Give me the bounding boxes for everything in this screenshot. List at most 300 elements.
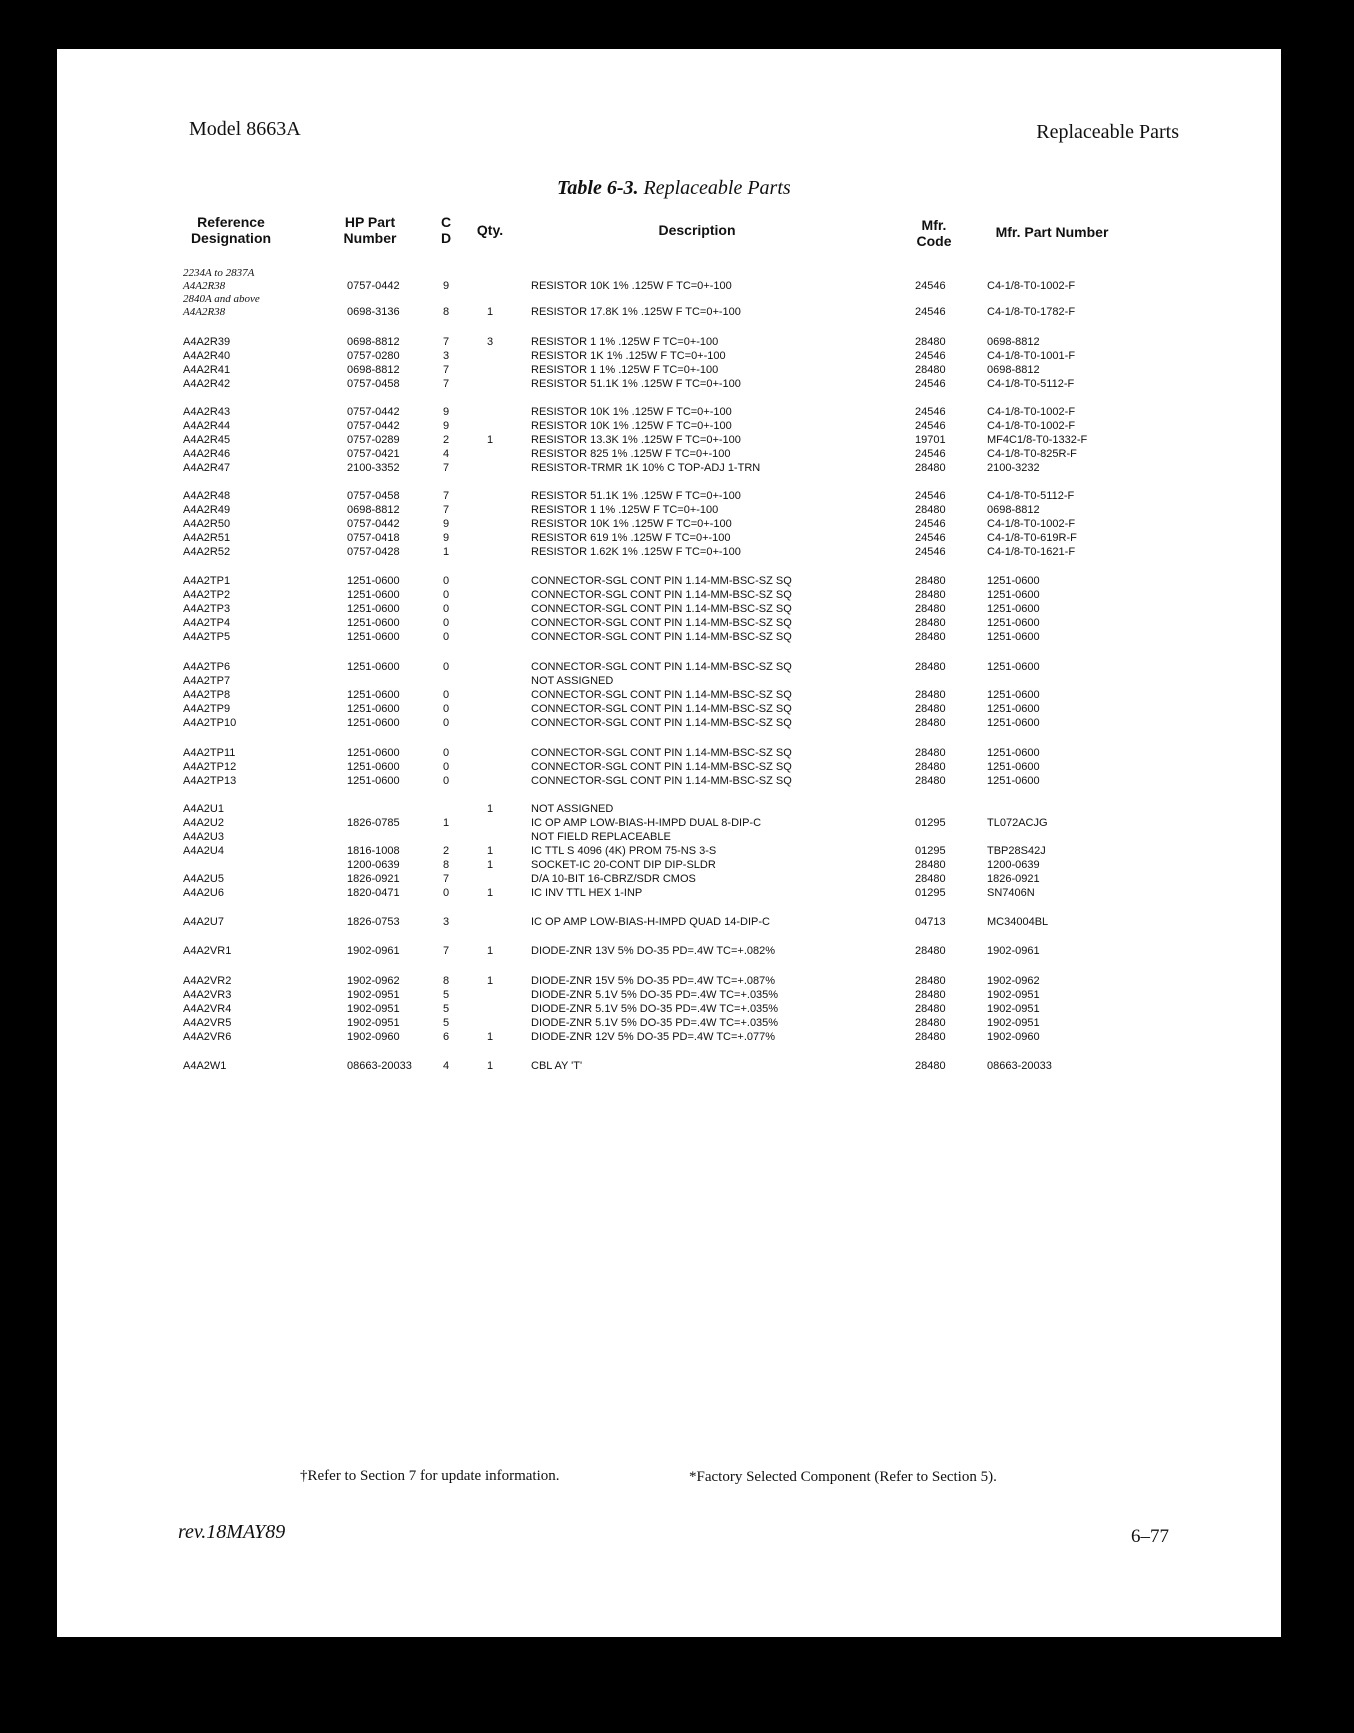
- cell-hp-part: 1251-0600: [347, 761, 400, 773]
- column-header-cd: C D: [440, 214, 452, 246]
- cell-mfr-part: C4-1/8-T0-1002-F: [987, 406, 1076, 418]
- cell-mfr-code: 28480: [915, 1031, 946, 1043]
- cell-hp-part: 1902-0961: [347, 945, 400, 957]
- cell-mfr-code: 24546: [915, 420, 946, 432]
- cell-hp-part: 1820-0471: [347, 887, 400, 899]
- cell-qty: 1: [486, 887, 494, 899]
- cell-description: RESISTOR 1K 1% .125W F TC=0+-100: [531, 350, 726, 362]
- cell-ref: A4A2VR1: [183, 945, 232, 957]
- cell-cd: 5: [442, 1017, 450, 1029]
- table-row: [57, 845, 1281, 859]
- cell-mfr-part: SN7406N: [987, 887, 1035, 899]
- cell-description: DIODE-ZNR 5.1V 5% DO-35 PD=.4W TC=+.035%: [531, 989, 779, 1001]
- cell-mfr-code: 28480: [915, 989, 946, 1001]
- revision-date: rev.18MAY89: [178, 1521, 286, 1543]
- table-row: [57, 631, 1281, 645]
- cell-mfr-code: 28480: [915, 1003, 946, 1015]
- table-row: [57, 378, 1281, 392]
- parts-table: [57, 49, 1281, 1637]
- cell-ref: A4A2U1: [183, 803, 224, 815]
- table-row: [57, 675, 1281, 689]
- cell-cd: 5: [442, 989, 450, 1001]
- cell-description: CONNECTOR-SGL CONT PIN 1.14-MM-BSC-SZ SQ: [531, 575, 792, 587]
- cell-mfr-code: 01295: [915, 887, 946, 899]
- cell-mfr-part: 1902-0951: [987, 1017, 1040, 1029]
- cell-ref: A4A2TP13: [183, 775, 237, 787]
- column-header-hp-part: HP Part Number: [343, 214, 397, 246]
- cell-hp-part: 0698-8812: [347, 336, 400, 348]
- cell-description: NOT FIELD REPLACEABLE: [531, 831, 671, 843]
- cell-mfr-code: 24546: [915, 532, 946, 544]
- cell-cd: 9: [442, 532, 450, 544]
- cell-ref: A4A2R52: [183, 546, 231, 558]
- cell-cd: 2: [442, 845, 450, 857]
- table-row: [57, 448, 1281, 462]
- cell-cd: 0: [442, 761, 450, 773]
- cell-mfr-part: C4-1/8-T0-619R-F: [987, 532, 1077, 544]
- cell-description: RESISTOR 10K 1% .125W F TC=0+-100: [531, 406, 732, 418]
- cell-cd: 0: [442, 603, 450, 615]
- cell-mfr-code: 24546: [915, 448, 946, 460]
- cell-ref: A4A2R42: [183, 378, 231, 390]
- footnote-update: †Refer to Section 7 for update information.: [300, 1468, 560, 1484]
- cell-mfr-part: 1251-0600: [987, 689, 1040, 701]
- cell-description: CONNECTOR-SGL CONT PIN 1.14-MM-BSC-SZ SQ: [531, 761, 792, 773]
- cell-description: CBL AY 'T': [531, 1060, 583, 1072]
- cell-ref: A4A2R45: [183, 434, 231, 446]
- cell-cd: 5: [442, 1003, 450, 1015]
- table-row: [57, 1060, 1281, 1074]
- cell-mfr-code: 28480: [915, 859, 946, 871]
- column-header-qty: Qty.: [476, 222, 504, 238]
- cell-mfr-code: 28480: [915, 631, 946, 643]
- cell-mfr-code: 28480: [915, 336, 946, 348]
- table-row: [57, 617, 1281, 631]
- cell-ref: A4A2R50: [183, 518, 231, 530]
- cell-ref: A4A2TP5: [183, 631, 231, 643]
- cell-mfr-part: C4-1/8-T0-1002-F: [987, 518, 1076, 530]
- cell-hp-part: 0757-0289: [347, 434, 400, 446]
- cell-description: NOT ASSIGNED: [531, 675, 614, 687]
- cell-cd: 8: [442, 975, 450, 987]
- cell-hp-part: 1251-0600: [347, 575, 400, 587]
- cell-cd: 7: [442, 336, 450, 348]
- cell-description: DIODE-ZNR 15V 5% DO-35 PD=.4W TC=+.087%: [531, 975, 776, 987]
- document-page: [57, 49, 1281, 1637]
- cell-mfr-code: 28480: [915, 575, 946, 587]
- cell-mfr-code: 24546: [915, 378, 946, 390]
- cell-mfr-part: 1251-0600: [987, 761, 1040, 773]
- cell-hp-part: 1251-0600: [347, 703, 400, 715]
- table-row: [57, 775, 1281, 789]
- cell-hp-part: 1251-0600: [347, 631, 400, 643]
- cell-mfr-part: 1251-0600: [987, 589, 1040, 601]
- cell-cd: 0: [442, 717, 450, 729]
- cell-qty: 1: [486, 845, 494, 857]
- cell-description: DIODE-ZNR 5.1V 5% DO-35 PD=.4W TC=+.035%: [531, 1017, 779, 1029]
- cell-ref: A4A2TP3: [183, 603, 231, 615]
- cell-hp-part: 08663-20033: [347, 1060, 412, 1072]
- cell-mfr-part: C4-1/8-T0-1002-F: [987, 420, 1076, 432]
- cell-ref: A4A2R39: [183, 336, 231, 348]
- cell-hp-part: 1200-0639: [347, 859, 400, 871]
- cell-hp-part: 1251-0600: [347, 747, 400, 759]
- cell-mfr-part: MF4C1/8-T0-1332-F: [987, 434, 1088, 446]
- cell-mfr-code: 24546: [915, 546, 946, 558]
- cell-cd: 3: [442, 916, 450, 928]
- table-row: [57, 831, 1281, 845]
- cell-description: DIODE-ZNR 13V 5% DO-35 PD=.4W TC=+.082%: [531, 945, 776, 957]
- cell-mfr-code: 04713: [915, 916, 946, 928]
- cell-mfr-part: 1251-0600: [987, 717, 1040, 729]
- table-row: [57, 761, 1281, 775]
- cell-mfr-code: 24546: [915, 518, 946, 530]
- cell-mfr-code: 19701: [915, 434, 946, 446]
- table-row: [57, 803, 1281, 817]
- cell-ref: 2840A and above: [183, 293, 260, 305]
- cell-cd: 0: [442, 589, 450, 601]
- table-row: [57, 747, 1281, 761]
- cell-description: IC OP AMP LOW-BIAS-H-IMPD DUAL 8-DIP-C: [531, 817, 762, 829]
- cell-mfr-part: C4-1/8-T0-1782-F: [987, 306, 1076, 318]
- cell-mfr-part: 1902-0951: [987, 1003, 1040, 1015]
- cell-ref: A4A2U6: [183, 887, 224, 899]
- cell-cd: 0: [442, 747, 450, 759]
- cell-description: NOT ASSIGNED: [531, 803, 614, 815]
- cell-ref: A4A2R41: [183, 364, 231, 376]
- cell-mfr-code: 28480: [915, 589, 946, 601]
- table-row: [57, 603, 1281, 617]
- cell-description: CONNECTOR-SGL CONT PIN 1.14-MM-BSC-SZ SQ: [531, 717, 792, 729]
- cell-mfr-part: 1200-0639: [987, 859, 1040, 871]
- cell-ref: 2234A to 2837A: [183, 267, 255, 279]
- table-row: [57, 518, 1281, 532]
- cell-ref: A4A2R46: [183, 448, 231, 460]
- cell-mfr-code: 24546: [915, 280, 946, 292]
- cell-ref: A4A2TP11: [183, 747, 236, 759]
- table-row: [57, 462, 1281, 476]
- table-row: [57, 859, 1281, 873]
- cell-ref: A4A2VR2: [183, 975, 232, 987]
- cell-hp-part: 1902-0951: [347, 989, 400, 1001]
- cell-hp-part: 0757-0418: [347, 532, 400, 544]
- cell-cd: 0: [442, 661, 450, 673]
- cell-ref: A4A2U4: [183, 845, 224, 857]
- cell-ref: A4A2VR3: [183, 989, 232, 1001]
- cell-ref: A4A2R47: [183, 462, 231, 474]
- cell-mfr-part: 0698-8812: [987, 504, 1040, 516]
- table-row: [57, 293, 1281, 307]
- cell-mfr-code: 28480: [915, 504, 946, 516]
- cell-mfr-code: 28480: [915, 1060, 946, 1072]
- table-row: [57, 490, 1281, 504]
- cell-description: CONNECTOR-SGL CONT PIN 1.14-MM-BSC-SZ SQ: [531, 603, 792, 615]
- cell-hp-part: 1251-0600: [347, 717, 400, 729]
- cell-mfr-code: 24546: [915, 306, 946, 318]
- table-row: [57, 1003, 1281, 1017]
- cell-cd: 4: [442, 1060, 450, 1072]
- table-row: [57, 532, 1281, 546]
- cell-cd: 7: [442, 490, 450, 502]
- cell-description: IC INV TTL HEX 1-INP: [531, 887, 643, 899]
- cell-description: RESISTOR 1.62K 1% .125W F TC=0+-100: [531, 546, 741, 558]
- cell-description: CONNECTOR-SGL CONT PIN 1.14-MM-BSC-SZ SQ: [531, 617, 792, 629]
- table-row: [57, 575, 1281, 589]
- cell-mfr-code: 28480: [915, 717, 946, 729]
- cell-hp-part: 0757-0421: [347, 448, 400, 460]
- cell-ref: A4A2R43: [183, 406, 231, 418]
- model-header: Model 8663A: [189, 118, 301, 140]
- cell-hp-part: 0698-8812: [347, 504, 400, 516]
- cell-ref: A4A2TP7: [183, 675, 231, 687]
- cell-hp-part: 1251-0600: [347, 603, 400, 615]
- cell-mfr-code: 28480: [915, 364, 946, 376]
- cell-ref: A4A2VR5: [183, 1017, 232, 1029]
- cell-mfr-code: 28480: [915, 603, 946, 615]
- cell-cd: 7: [442, 462, 450, 474]
- cell-mfr-part: C4-1/8-T0-1621-F: [987, 546, 1076, 558]
- cell-ref: A4A2TP1: [183, 575, 231, 587]
- cell-hp-part: 0757-0442: [347, 280, 400, 292]
- cell-description: CONNECTOR-SGL CONT PIN 1.14-MM-BSC-SZ SQ: [531, 689, 792, 701]
- cell-ref: A4A2TP4: [183, 617, 231, 629]
- cell-ref: A4A2R49: [183, 504, 231, 516]
- cell-qty: 1: [486, 859, 494, 871]
- table-row: [57, 989, 1281, 1003]
- cell-qty: 1: [486, 975, 494, 987]
- cell-description: IC OP AMP LOW-BIAS-H-IMPD QUAD 14-DIP-C: [531, 916, 770, 928]
- cell-mfr-part: 1826-0921: [987, 873, 1040, 885]
- cell-description: IC TTL S 4096 (4K) PROM 75-NS 3-S: [531, 845, 717, 857]
- cell-ref: A4A2TP10: [183, 717, 237, 729]
- cell-qty: 1: [486, 306, 494, 318]
- cell-hp-part: 1902-0960: [347, 1031, 400, 1043]
- cell-hp-part: 1902-0962: [347, 975, 400, 987]
- table-row: [57, 589, 1281, 603]
- cell-mfr-part: TBP28S42J: [987, 845, 1046, 857]
- cell-mfr-part: 1251-0600: [987, 575, 1040, 587]
- cell-cd: 1: [442, 546, 450, 558]
- cell-mfr-part: 1251-0600: [987, 617, 1040, 629]
- table-row: [57, 434, 1281, 448]
- cell-ref: A4A2U7: [183, 916, 224, 928]
- column-header-mfr-part: Mfr. Part Number: [995, 224, 1109, 240]
- cell-cd: 0: [442, 703, 450, 715]
- page-number: 6–77: [1131, 1526, 1169, 1547]
- cell-description: RESISTOR 51.1K 1% .125W F TC=0+-100: [531, 378, 741, 390]
- cell-cd: 7: [442, 873, 450, 885]
- cell-hp-part: 1816-1008: [347, 845, 400, 857]
- table-row: [57, 546, 1281, 560]
- cell-hp-part: 1902-0951: [347, 1003, 400, 1015]
- cell-ref: A4A2U2: [183, 817, 224, 829]
- cell-ref: A4A2R51: [183, 532, 231, 544]
- cell-mfr-code: 28480: [915, 661, 946, 673]
- cell-mfr-part: 1902-0960: [987, 1031, 1040, 1043]
- cell-mfr-part: 1251-0600: [987, 603, 1040, 615]
- table-row: [57, 661, 1281, 675]
- column-header-reference: Reference Designation: [190, 214, 272, 246]
- cell-qty: 1: [486, 434, 494, 446]
- cell-ref: A4A2TP8: [183, 689, 231, 701]
- cell-ref: A4A2U3: [183, 831, 224, 843]
- cell-ref: A4A2TP6: [183, 661, 231, 673]
- cell-mfr-code: 28480: [915, 1017, 946, 1029]
- table-row: [57, 717, 1281, 731]
- cell-cd: 0: [442, 775, 450, 787]
- cell-mfr-part: TL072ACJG: [987, 817, 1048, 829]
- cell-cd: 7: [442, 945, 450, 957]
- cell-hp-part: 1251-0600: [347, 775, 400, 787]
- cell-mfr-code: 28480: [915, 945, 946, 957]
- cell-description: RESISTOR 825 1% .125W F TC=0+-100: [531, 448, 731, 460]
- cell-description: RESISTOR 51.1K 1% .125W F TC=0+-100: [531, 490, 741, 502]
- cell-cd: 0: [442, 575, 450, 587]
- cell-description: DIODE-ZNR 12V 5% DO-35 PD=.4W TC=+.077%: [531, 1031, 776, 1043]
- cell-hp-part: 1251-0600: [347, 689, 400, 701]
- cell-description: DIODE-ZNR 5.1V 5% DO-35 PD=.4W TC=+.035%: [531, 1003, 779, 1015]
- cell-description: RESISTOR 10K 1% .125W F TC=0+-100: [531, 518, 732, 530]
- cell-description: CONNECTOR-SGL CONT PIN 1.14-MM-BSC-SZ SQ: [531, 775, 792, 787]
- cell-ref: A4A2R38: [183, 280, 226, 292]
- table-row: [57, 1031, 1281, 1045]
- table-row: [57, 406, 1281, 420]
- cell-ref: A4A2W1: [183, 1060, 227, 1072]
- cell-cd: 0: [442, 631, 450, 643]
- cell-description: CONNECTOR-SGL CONT PIN 1.14-MM-BSC-SZ SQ: [531, 589, 792, 601]
- cell-hp-part: 0757-0428: [347, 546, 400, 558]
- cell-mfr-part: C4-1/8-T0-825R-F: [987, 448, 1077, 460]
- table-row: [57, 703, 1281, 717]
- cell-cd: 9: [442, 406, 450, 418]
- cell-mfr-code: 28480: [915, 617, 946, 629]
- cell-mfr-code: 28480: [915, 873, 946, 885]
- cell-mfr-code: 28480: [915, 761, 946, 773]
- cell-mfr-part: 1251-0600: [987, 703, 1040, 715]
- cell-qty: 1: [486, 1060, 494, 1072]
- table-row: [57, 306, 1281, 320]
- cell-hp-part: 0757-0442: [347, 518, 400, 530]
- cell-ref: A4A2TP2: [183, 589, 231, 601]
- cell-mfr-part: 1902-0961: [987, 945, 1040, 957]
- cell-description: RESISTOR 10K 1% .125W F TC=0+-100: [531, 420, 732, 432]
- cell-ref: A4A2R44: [183, 420, 231, 432]
- cell-cd: 7: [442, 378, 450, 390]
- table-row: [57, 689, 1281, 703]
- cell-mfr-part: 08663-20033: [987, 1060, 1052, 1072]
- cell-ref: A4A2U5: [183, 873, 224, 885]
- cell-ref: A4A2R38: [183, 306, 226, 318]
- cell-mfr-code: 28480: [915, 462, 946, 474]
- table-row: [57, 873, 1281, 887]
- cell-mfr-code: 24546: [915, 406, 946, 418]
- cell-hp-part: 0757-0458: [347, 378, 400, 390]
- cell-mfr-part: 1902-0951: [987, 989, 1040, 1001]
- cell-hp-part: 0698-8812: [347, 364, 400, 376]
- cell-mfr-part: 1251-0600: [987, 775, 1040, 787]
- cell-description: CONNECTOR-SGL CONT PIN 1.14-MM-BSC-SZ SQ: [531, 661, 792, 673]
- cell-description: CONNECTOR-SGL CONT PIN 1.14-MM-BSC-SZ SQ: [531, 631, 792, 643]
- cell-description: RESISTOR 1 1% .125W F TC=0+-100: [531, 336, 719, 348]
- table-row: [57, 887, 1281, 901]
- cell-hp-part: 1251-0600: [347, 589, 400, 601]
- cell-mfr-code: 01295: [915, 817, 946, 829]
- cell-qty: 3: [486, 336, 494, 348]
- table-number: Table 6-3.: [557, 177, 639, 199]
- table-row: [57, 817, 1281, 831]
- cell-cd: 9: [442, 420, 450, 432]
- cell-cd: 0: [442, 887, 450, 899]
- cell-cd: 4: [442, 448, 450, 460]
- cell-description: CONNECTOR-SGL CONT PIN 1.14-MM-BSC-SZ SQ: [531, 747, 792, 759]
- cell-ref: A4A2VR6: [183, 1031, 232, 1043]
- cell-mfr-part: 1251-0600: [987, 661, 1040, 673]
- cell-cd: 7: [442, 364, 450, 376]
- cell-mfr-part: 0698-8812: [987, 336, 1040, 348]
- table-row: [57, 336, 1281, 350]
- cell-description: RESISTOR 619 1% .125W F TC=0+-100: [531, 532, 731, 544]
- cell-hp-part: 0757-0458: [347, 490, 400, 502]
- cell-qty: 1: [486, 803, 494, 815]
- cell-hp-part: 0757-0280: [347, 350, 400, 362]
- cell-mfr-code: 28480: [915, 975, 946, 987]
- cell-qty: 1: [486, 1031, 494, 1043]
- cell-description: CONNECTOR-SGL CONT PIN 1.14-MM-BSC-SZ SQ: [531, 703, 792, 715]
- cell-mfr-part: C4-1/8-T0-1001-F: [987, 350, 1076, 362]
- cell-mfr-part: 2100-3232: [987, 462, 1040, 474]
- table-row: [57, 280, 1281, 294]
- cell-description: RESISTOR 10K 1% .125W F TC=0+-100: [531, 280, 732, 292]
- cell-description: RESISTOR 13.3K 1% .125W F TC=0+-100: [531, 434, 741, 446]
- cell-mfr-part: 1251-0600: [987, 747, 1040, 759]
- cell-cd: 7: [442, 504, 450, 516]
- cell-mfr-part: MC34004BL: [987, 916, 1049, 928]
- cell-ref: A4A2R40: [183, 350, 231, 362]
- cell-description: RESISTOR 17.8K 1% .125W F TC=0+-100: [531, 306, 741, 318]
- cell-cd: 9: [442, 518, 450, 530]
- cell-mfr-part: 1251-0600: [987, 631, 1040, 643]
- table-row: [57, 504, 1281, 518]
- cell-hp-part: 1902-0951: [347, 1017, 400, 1029]
- cell-ref: A4A2TP12: [183, 761, 237, 773]
- cell-description: RESISTOR-TRMR 1K 10% C TOP-ADJ 1-TRN: [531, 462, 761, 474]
- cell-mfr-part: 1902-0962: [987, 975, 1040, 987]
- table-row: [57, 364, 1281, 378]
- cell-ref: A4A2R48: [183, 490, 231, 502]
- cell-description: SOCKET-IC 20-CONT DIP DIP-SLDR: [531, 859, 716, 871]
- cell-hp-part: 0757-0442: [347, 420, 400, 432]
- cell-description: RESISTOR 1 1% .125W F TC=0+-100: [531, 504, 719, 516]
- footnote-factory-selected: *Factory Selected Component (Refer to Section 5).: [689, 1469, 997, 1485]
- cell-hp-part: 0757-0442: [347, 406, 400, 418]
- cell-mfr-part: C4-1/8-T0-1002-F: [987, 280, 1076, 292]
- cell-mfr-code: 24546: [915, 490, 946, 502]
- cell-hp-part: 1251-0600: [347, 661, 400, 673]
- cell-mfr-code: 28480: [915, 775, 946, 787]
- cell-cd: 0: [442, 689, 450, 701]
- cell-mfr-code: 28480: [915, 747, 946, 759]
- cell-hp-part: 1826-0921: [347, 873, 400, 885]
- cell-description: RESISTOR 1 1% .125W F TC=0+-100: [531, 364, 719, 376]
- cell-ref: A4A2TP9: [183, 703, 231, 715]
- cell-cd: 9: [442, 280, 450, 292]
- section-header: Replaceable Parts: [1036, 121, 1179, 143]
- table-row: [57, 420, 1281, 434]
- cell-hp-part: 0698-3136: [347, 306, 400, 318]
- table-row: [57, 975, 1281, 989]
- cell-hp-part: 1251-0600: [347, 617, 400, 629]
- cell-qty: 1: [486, 945, 494, 957]
